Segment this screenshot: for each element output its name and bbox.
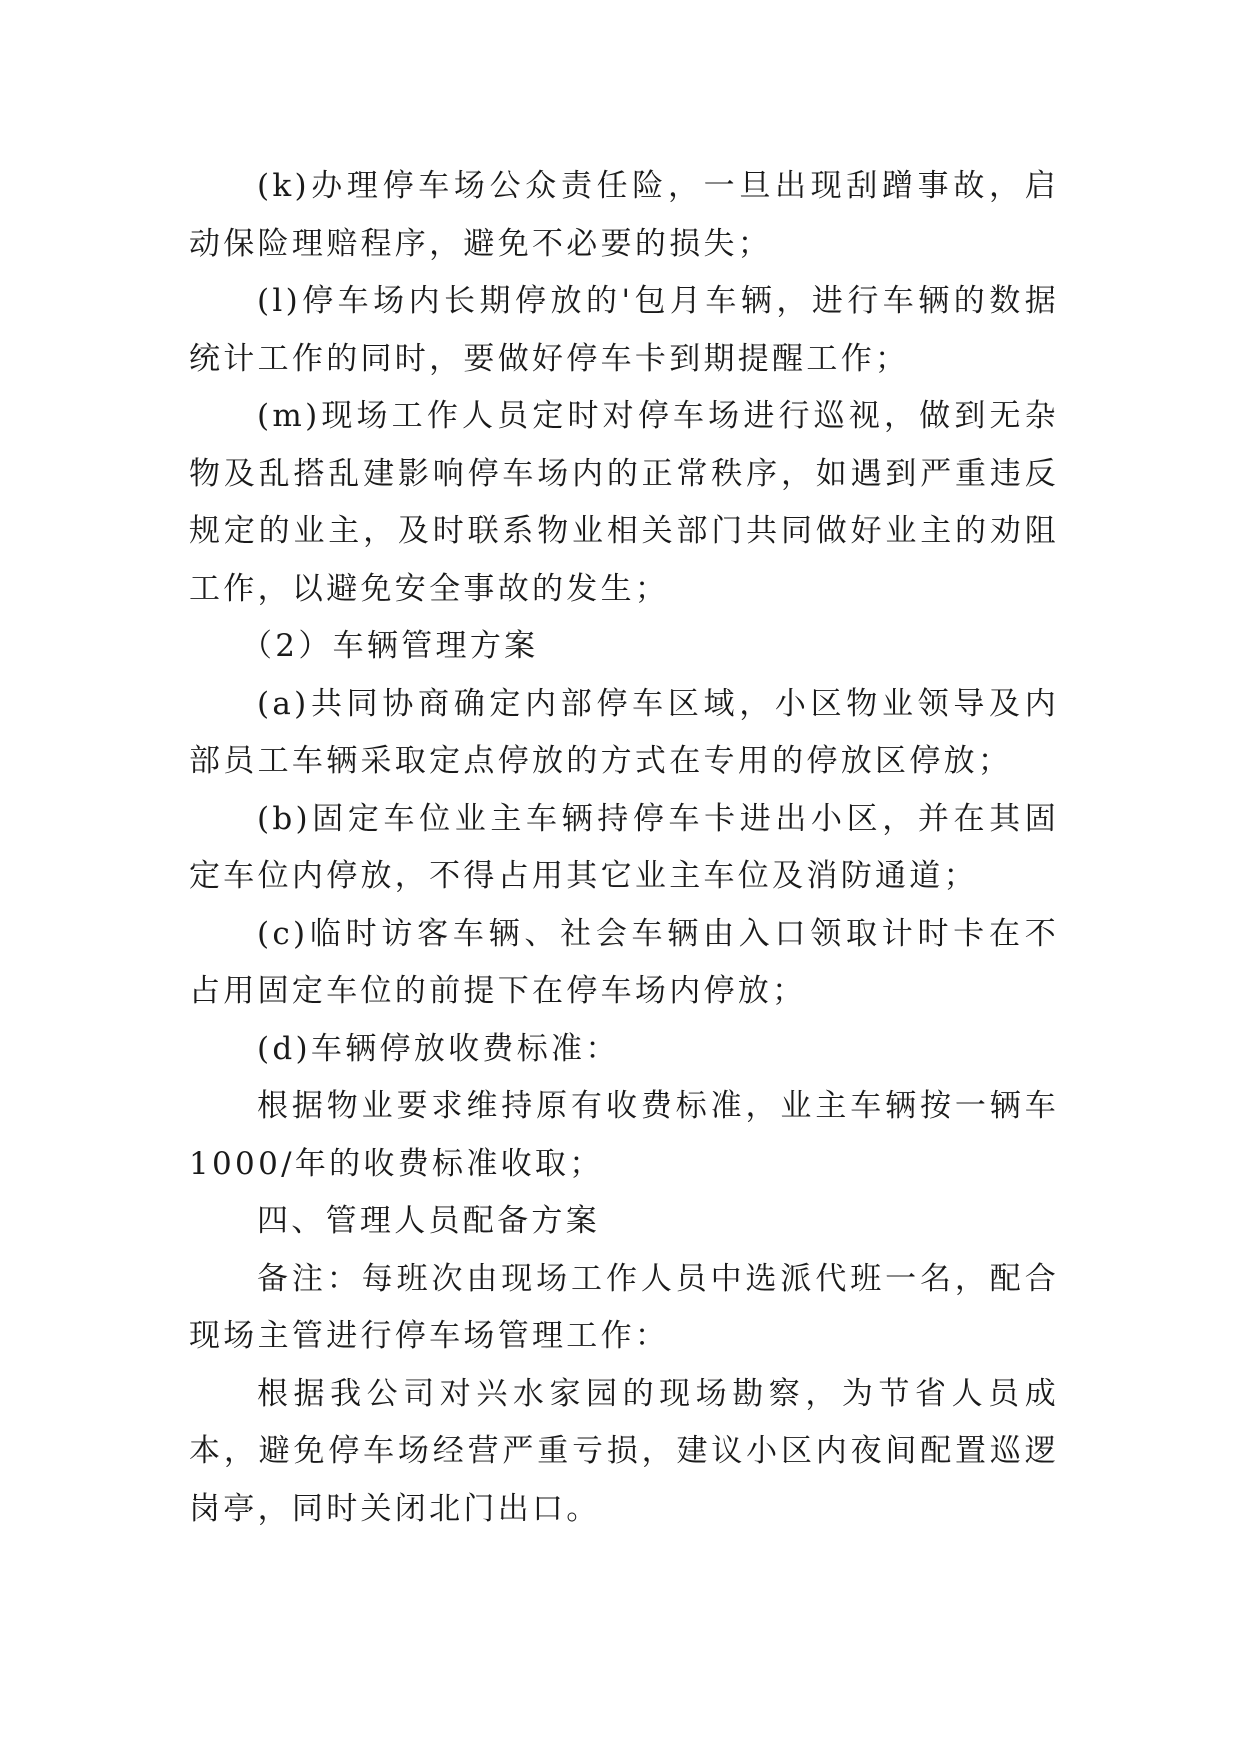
clause-d: (d)车辆停放收费标准： (257, 1030, 620, 1067)
clause-a: (a)共同协商确定内部停车区域，小区物业领导及内部员工车辆采取定点停放的方式在专用的停放区停放； (189, 685, 1059, 779)
clause-c: (c)临时访客车辆、社会车辆由入口领取计时卡在不占用固定车位的前提下在停车场内停放； (189, 915, 1059, 1009)
clause-l: (l)停车场内长期停放的'包月车辆，进行车辆的数据统计工作的同时，要做好停车卡到期提醒工作； (189, 283, 1059, 377)
clause-b: (b)固定车位业主车辆持停车卡进出小区，并在其固定车位内停放，不得占用其它业主车位及消防通道； (189, 800, 1059, 894)
fee-standard-paragraph: 根据物业要求维持原有收费标准，业主车辆按一辆车1000/年的收费标准收取； (189, 1088, 1059, 1182)
document-body (189, 158, 1059, 1538)
clause-m: (m)现场工作人员定时对停车场进行巡视，做到无杂物及乱搭乱建影响停车场内的正常秩序，如遇到严重违反规定的业主，及时联系物业相关部门共同做好业主的劝阻工作，以避免安全事故的发生； (189, 398, 1059, 607)
section-heading-staffing: 四、管理人员配备方案 (257, 1203, 600, 1239)
note-paragraph: 备注：每班次由现场工作人员中选派代班一名，配合现场主管进行停车场管理工作： (189, 1260, 1059, 1354)
recommendation-paragraph: 根据我公司对兴水家园的现场勘察，为节省人员成本，避免停车场经营严重亏损，建议小区内夜间配置巡逻岗亭，同时关闭北门出口。 (189, 1375, 1059, 1527)
section-heading-vehicle-management: （2）车辆管理方案 (241, 628, 539, 664)
clause-k: (k)办理停车场公众责任险，一旦出现刮蹭事故，启动保险理赔程序，避免不必要的损失； (189, 168, 1059, 262)
